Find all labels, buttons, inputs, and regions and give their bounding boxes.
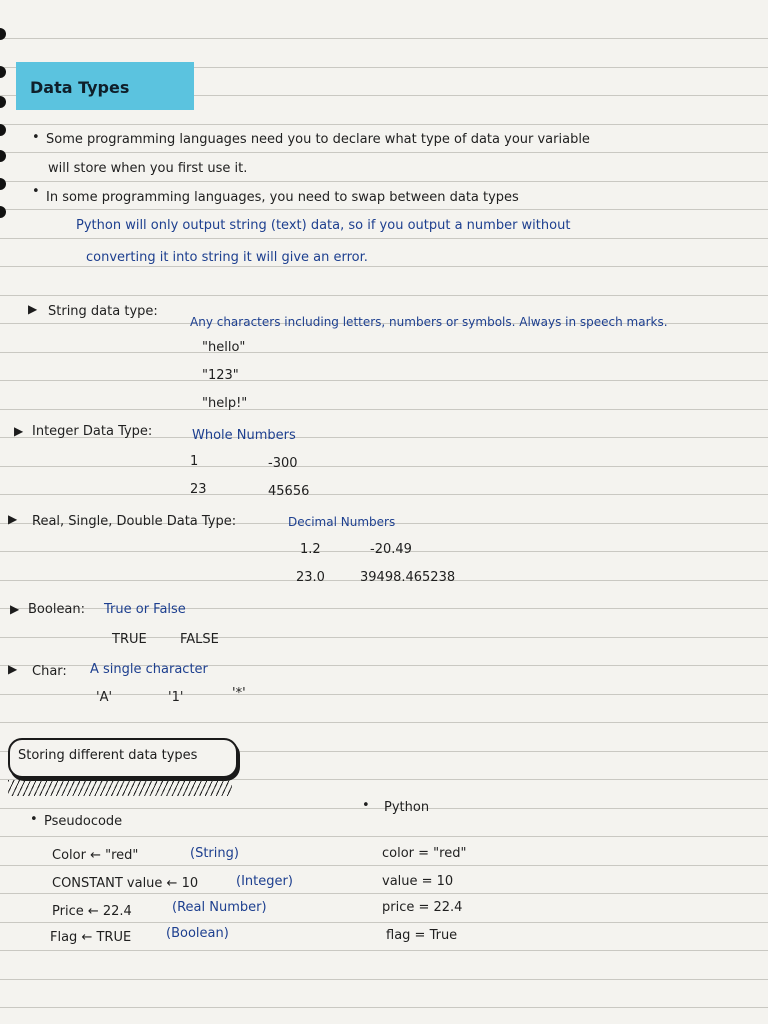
ruled-line — [0, 409, 768, 410]
python-line-2: value = 10 — [382, 874, 454, 889]
python-note-line-2: converting it into string it will give an error. — [86, 250, 368, 265]
boolean-example-1: TRUE — [112, 632, 147, 647]
ruled-line — [0, 124, 768, 125]
string-example-2: "123" — [202, 368, 239, 383]
char-example-3: '*' — [232, 686, 246, 701]
triangle-bullet-icon: ▶ — [8, 512, 18, 526]
python-line-3: price = 22.4 — [382, 900, 463, 915]
boolean-label: Boolean: — [28, 602, 86, 617]
char-label: Char: — [32, 664, 67, 679]
ruled-line — [0, 722, 768, 723]
python-note-line-1: Python will only output string (text) data, so if you output a number without — [76, 218, 571, 233]
real-example-2: -20.49 — [370, 542, 412, 557]
ruled-line — [0, 352, 768, 353]
pseudo-line-4-code: Flag ← TRUE — [50, 930, 132, 945]
ruled-line — [0, 238, 768, 239]
real-example-4: 39498.465238 — [360, 570, 456, 585]
ruled-line — [0, 181, 768, 182]
bullet-dot-icon: • — [32, 130, 40, 145]
pseudo-line-2-note: (Integer) — [236, 874, 293, 889]
triangle-bullet-icon: ▶ — [14, 424, 24, 438]
python-line-4: flag = True — [386, 928, 458, 943]
ruled-line — [0, 380, 768, 381]
python-label: Python — [384, 800, 430, 815]
string-example-1: "hello" — [202, 340, 246, 355]
page-title: Data Types — [30, 78, 130, 97]
ruled-line — [0, 979, 768, 980]
integer-example-3: 23 — [190, 482, 207, 497]
triangle-bullet-icon: ▶ — [8, 662, 18, 676]
hatch-decoration — [8, 780, 232, 796]
ruled-line — [0, 950, 768, 951]
char-example-1: 'A' — [96, 690, 113, 705]
ruled-line — [0, 266, 768, 267]
ruled-line — [0, 922, 768, 923]
char-example-2: '1' — [168, 690, 184, 705]
integer-example-4: 45656 — [268, 484, 310, 499]
pseudo-line-3-code: Price ← 22.4 — [52, 904, 132, 919]
ruled-line — [0, 1007, 768, 1008]
spiral-hole-icon — [0, 178, 6, 190]
real-example-1: 1.2 — [300, 542, 321, 557]
boolean-desc: True or False — [104, 602, 186, 617]
real-desc: Decimal Numbers — [288, 515, 396, 529]
intro-bullet-1-line-1: Some programming languages need you to declare what type of data your variable — [46, 132, 590, 147]
bullet-dot-icon: • — [30, 812, 38, 827]
triangle-bullet-icon: ▶ — [28, 302, 38, 316]
real-label: Real, Single, Double Data Type: — [32, 514, 237, 529]
pseudo-line-4-note: (Boolean) — [166, 926, 229, 941]
boolean-example-2: FALSE — [180, 632, 219, 647]
ruled-line — [0, 865, 768, 866]
integer-label: Integer Data Type: — [32, 424, 153, 439]
pseudo-line-3-note: (Real Number) — [172, 900, 267, 915]
integer-example-2: -300 — [268, 456, 298, 471]
python-line-1: color = "red" — [382, 846, 467, 861]
spiral-hole-icon — [0, 206, 6, 218]
integer-example-1: 1 — [190, 454, 199, 469]
ruled-line — [0, 494, 768, 495]
storing-heading: Storing different data types — [18, 748, 198, 763]
pseudo-line-2-code: CONSTANT value ← 10 — [52, 876, 199, 891]
triangle-bullet-icon: ▶ — [10, 602, 20, 616]
ruled-line — [0, 466, 768, 467]
bullet-dot-icon: • — [32, 184, 40, 199]
ruled-line — [0, 38, 768, 39]
ruled-line — [0, 694, 768, 695]
ruled-line — [0, 836, 768, 837]
spiral-hole-icon — [0, 96, 6, 108]
bullet-dot-icon: • — [362, 798, 370, 813]
ruled-line — [0, 209, 768, 210]
ruled-line — [0, 295, 768, 296]
ruled-line — [0, 893, 768, 894]
intro-bullet-1-line-2: will store when you first use it. — [48, 161, 248, 176]
ruled-line — [0, 152, 768, 153]
integer-desc: Whole Numbers — [192, 428, 296, 443]
pseudo-line-1-note: (String) — [190, 846, 239, 861]
spiral-hole-icon — [0, 124, 6, 136]
pseudocode-label: Pseudocode — [44, 814, 123, 829]
char-desc: A single character — [90, 662, 208, 677]
string-label: String data type: — [48, 304, 158, 319]
real-example-3: 23.0 — [296, 570, 325, 585]
pseudo-line-1-code: Color ← "red" — [52, 848, 139, 863]
intro-bullet-2-line-1: In some programming languages, you need to swap between data types — [46, 190, 519, 205]
string-example-3: "help!" — [202, 396, 248, 411]
string-desc: Any characters including letters, numbers or symbols. Always in speech marks. — [190, 315, 668, 329]
